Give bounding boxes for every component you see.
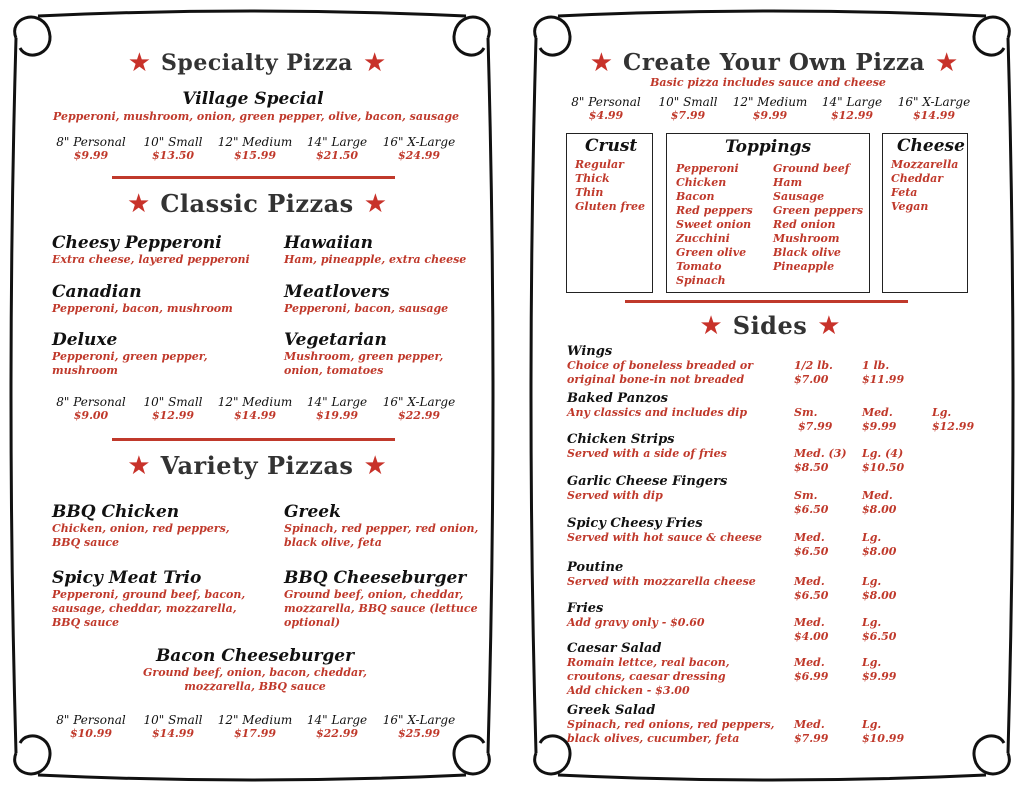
star-icon: ★ xyxy=(362,48,387,78)
price-label: Med. xyxy=(794,531,825,544)
toppings-box xyxy=(666,133,870,293)
price-label: 1 lb. xyxy=(862,359,890,372)
side-price-col xyxy=(794,575,828,603)
side-name: Caesar Salad xyxy=(567,641,662,656)
sides-title: Sides xyxy=(732,311,808,340)
side-item-greek-salad xyxy=(567,703,987,745)
size-label: 14" Large xyxy=(306,135,368,149)
item-name: Spicy Meat Trio xyxy=(52,568,202,588)
side-item-chicken-strips xyxy=(567,432,987,474)
side-price-col xyxy=(862,359,904,387)
toppings-col-2 xyxy=(773,162,869,274)
size-price: $9.99 xyxy=(73,149,109,162)
price-value: $8.00 xyxy=(862,589,897,602)
price-value: $6.50 xyxy=(794,589,829,602)
cheese-option: Cheddar xyxy=(891,172,944,185)
side-price-col xyxy=(862,406,896,434)
menu-item xyxy=(52,282,262,316)
price-label: Lg. (4) xyxy=(862,447,904,460)
menu-item xyxy=(140,646,370,694)
side-name: Wings xyxy=(567,344,613,359)
size-price: $9.99 xyxy=(752,109,788,122)
side-desc: Spinach, red onions, red peppers, black olives, cucumber, feta xyxy=(567,718,775,745)
size-price: $12.99 xyxy=(151,409,195,422)
item-desc: Ham, pineapple, extra cheese xyxy=(284,253,467,266)
topping-option: Green olive xyxy=(676,246,747,259)
price-value: $9.99 xyxy=(862,420,897,433)
size-label: 10" Small xyxy=(143,135,203,149)
side-item-fries xyxy=(567,601,987,643)
side-price-col xyxy=(794,616,828,644)
price-label: 1/2 lb. xyxy=(794,359,833,372)
item-name: Bacon Cheeseburger xyxy=(155,646,355,666)
price-value: $6.50 xyxy=(862,630,897,643)
side-name: Fries xyxy=(567,601,604,616)
size-label: 8" Personal xyxy=(56,395,126,409)
classic-title: Classic Pizzas xyxy=(160,189,354,218)
star-icon: ★ xyxy=(363,188,387,219)
topping-option: Bacon xyxy=(676,190,715,203)
classic-header xyxy=(112,189,402,218)
size-price: $15.99 xyxy=(233,149,277,162)
side-item-caesar-salad xyxy=(567,641,987,697)
item-desc: Extra cheese, layered pepperoni xyxy=(52,253,250,266)
crust-option: Thin xyxy=(575,186,604,199)
cheese-list xyxy=(883,156,967,214)
side-price-col xyxy=(794,406,832,434)
size-price: $14.99 xyxy=(912,109,956,122)
item-desc: Spinach, red pepper, red onion, black olive, feta xyxy=(284,522,479,549)
topping-option: Sausage xyxy=(773,190,825,203)
price-label: Sm. xyxy=(794,489,818,502)
size-price: $4.99 xyxy=(588,109,624,122)
size-price: $14.99 xyxy=(151,727,195,740)
side-name: Spicy Cheesy Fries xyxy=(567,516,703,531)
size-label: 10" Small xyxy=(143,713,203,727)
side-item-wings xyxy=(567,344,987,386)
side-item-spicy-cheesy-fries xyxy=(567,516,987,558)
price-value: $9.99 xyxy=(862,670,897,683)
star-icon: ★ xyxy=(589,47,614,78)
size-price: $9.00 xyxy=(73,409,109,422)
price-value: $6.99 xyxy=(794,670,829,683)
item-name: Meatlovers xyxy=(284,282,390,302)
price-label: Med. (3) xyxy=(794,447,847,460)
size-label: 12" Medium xyxy=(217,135,293,149)
size-label: 14" Large xyxy=(821,95,883,109)
star-icon: ★ xyxy=(934,47,959,78)
size-label: 12" Medium xyxy=(217,395,293,409)
menu-item xyxy=(284,233,484,267)
topping-option: Red peppers xyxy=(676,204,753,217)
specialty-size-table xyxy=(50,135,460,162)
toppings-col-1 xyxy=(676,162,772,288)
price-label: Sm. xyxy=(794,406,818,419)
topping-option: Green peppers xyxy=(773,204,864,217)
topping-option: Spinach xyxy=(676,274,726,287)
specialty-header xyxy=(112,50,402,76)
topping-option: Ground beef xyxy=(773,162,850,175)
item-name: Vegetarian xyxy=(284,330,387,350)
sides-header xyxy=(650,311,890,340)
side-desc-extra: Add chicken - $3.00 xyxy=(567,684,690,697)
side-price-col xyxy=(794,447,847,475)
side-desc xyxy=(567,656,737,698)
side-price-col xyxy=(862,489,896,517)
menu-item xyxy=(52,330,222,378)
item-name: Deluxe xyxy=(52,330,118,350)
side-desc-text: Romain lettce, real bacon, croutons, caesar dressing xyxy=(567,656,730,683)
side-price-col xyxy=(794,531,828,559)
price-label: Lg. xyxy=(862,575,882,588)
menu-item xyxy=(284,568,484,630)
variety-header xyxy=(112,451,402,480)
side-desc: Served with dip xyxy=(567,489,663,502)
side-price-col xyxy=(862,718,904,746)
specialty-title: Specialty Pizza xyxy=(161,50,353,76)
item-desc: Ground beef, onion, cheddar, mozzarella, BBQ sauce (lettuce optional) xyxy=(284,588,478,629)
side-price-col xyxy=(794,718,828,746)
size-price: $14.99 xyxy=(233,409,277,422)
side-desc: Any classics and includes dip xyxy=(567,406,748,419)
item-name: Greek xyxy=(284,502,341,522)
size-price: $7.99 xyxy=(670,109,706,122)
classic-size-table xyxy=(50,395,460,422)
side-price-col xyxy=(794,656,828,684)
size-price: $19.99 xyxy=(315,409,359,422)
size-price: $24.99 xyxy=(397,149,441,162)
item-name: BBQ Cheeseburger xyxy=(284,568,467,588)
side-name: Poutine xyxy=(567,560,624,575)
create-header xyxy=(580,49,968,76)
size-price: $21.50 xyxy=(315,149,359,162)
crust-option: Gluten free xyxy=(575,200,646,213)
item-desc: Pepperoni, ground beef, bacon, sausage, cheddar, mozzarella, BBQ sauce xyxy=(52,588,246,629)
item-desc: Chicken, onion, red peppers, BBQ sauce xyxy=(52,522,230,549)
village-special-name: Village Special xyxy=(182,89,324,109)
crust-box xyxy=(566,133,653,293)
topping-option: Chicken xyxy=(676,176,727,189)
cheese-option: Feta xyxy=(891,186,918,199)
size-label: 14" Large xyxy=(306,713,368,727)
price-value: $12.99 xyxy=(932,420,975,433)
size-price: $10.99 xyxy=(69,727,113,740)
topping-option: Tomato xyxy=(676,260,722,273)
side-desc: Served with mozzarella cheese xyxy=(567,575,756,588)
topping-option: Zucchini xyxy=(676,232,730,245)
menu-item xyxy=(284,282,484,316)
create-size-table xyxy=(565,95,975,122)
price-label: Med. xyxy=(862,406,893,419)
topping-option: Red onion xyxy=(773,218,836,231)
size-label: 14" Large xyxy=(306,395,368,409)
cheese-option: Mozzarella xyxy=(891,158,959,171)
side-price-col xyxy=(794,359,833,387)
price-value: $11.99 xyxy=(862,373,905,386)
menu-item xyxy=(284,330,454,378)
size-price: $25.99 xyxy=(397,727,441,740)
size-label: 8" Personal xyxy=(56,135,126,149)
side-item-poutine xyxy=(567,560,987,602)
crust-title: Crust xyxy=(585,136,638,156)
item-desc: Mushroom, green pepper, onion, tomatoes xyxy=(284,350,444,377)
price-value: $4.00 xyxy=(794,630,829,643)
size-price: $17.99 xyxy=(233,727,277,740)
size-label: 12" Medium xyxy=(217,713,293,727)
side-desc: Add gravy only - $0.60 xyxy=(567,616,705,629)
size-label: 16" X-Large xyxy=(897,95,971,109)
price-value: $10.50 xyxy=(862,461,905,474)
side-price-col xyxy=(862,575,896,603)
side-price-col xyxy=(862,656,896,684)
menu-item xyxy=(52,233,262,267)
side-price-col xyxy=(862,616,896,644)
topping-option: Sweet onion xyxy=(676,218,752,231)
side-price-col xyxy=(862,531,896,559)
item-name: BBQ Chicken xyxy=(52,502,180,522)
side-price-col xyxy=(932,406,974,434)
star-icon: ★ xyxy=(127,48,152,78)
size-label: 10" Small xyxy=(658,95,718,109)
side-name: Baked Panzos xyxy=(567,391,668,406)
star-icon: ★ xyxy=(817,310,841,341)
side-desc: Served with a side of fries xyxy=(567,447,727,460)
item-desc: Pepperoni, bacon, sausage xyxy=(284,302,449,315)
price-label: Med. xyxy=(794,656,825,669)
toppings-title: Toppings xyxy=(724,137,812,157)
topping-option: Mushroom xyxy=(773,232,840,245)
variety-title: Variety Pizzas xyxy=(160,451,354,480)
side-item-baked-panzos xyxy=(567,391,987,433)
size-price: $13.50 xyxy=(151,149,195,162)
star-icon: ★ xyxy=(127,450,151,481)
item-name: Hawaiian xyxy=(284,233,374,253)
price-value: $6.50 xyxy=(794,503,829,516)
size-label: 16" X-Large xyxy=(382,713,456,727)
menu-item xyxy=(52,568,257,630)
menu-item xyxy=(52,502,252,550)
divider xyxy=(625,300,908,303)
side-name: Chicken Strips xyxy=(567,432,675,447)
price-value: $8.00 xyxy=(862,545,897,558)
divider xyxy=(112,438,395,441)
price-label: Lg. xyxy=(862,531,882,544)
menu-item xyxy=(284,502,484,550)
size-label: 16" X-Large xyxy=(382,135,456,149)
price-label: Lg. xyxy=(862,656,882,669)
side-name: Garlic Cheese Fingers xyxy=(567,474,728,489)
side-name: Greek Salad xyxy=(567,703,656,718)
price-label: Med. xyxy=(794,616,825,629)
price-label: Med. xyxy=(794,575,825,588)
price-value: $7.99 xyxy=(798,420,833,433)
star-icon: ★ xyxy=(363,450,387,481)
price-label: Med. xyxy=(862,489,893,502)
topping-option: Pepperoni xyxy=(676,162,739,175)
item-desc: Pepperoni, green pepper, mushroom xyxy=(52,350,208,377)
size-price: $22.99 xyxy=(315,727,359,740)
size-label: 8" Personal xyxy=(56,713,126,727)
price-label: Lg. xyxy=(862,718,882,731)
price-label: Lg. xyxy=(862,616,882,629)
topping-option: Ham xyxy=(773,176,803,189)
create-subtitle: Basic pizza includes sauce and cheese xyxy=(650,76,886,89)
size-label: 10" Small xyxy=(143,395,203,409)
size-label: 16" X-Large xyxy=(382,395,456,409)
star-icon: ★ xyxy=(699,310,723,341)
village-special-desc: Pepperoni, mushroom, onion, green pepper, olive, bacon, sausage xyxy=(52,110,460,123)
price-label: Lg. xyxy=(932,406,952,419)
price-label: Med. xyxy=(794,718,825,731)
cheese-box xyxy=(882,133,968,293)
side-desc: Served with hot sauce & cheese xyxy=(567,531,762,544)
price-value: $10.99 xyxy=(862,732,905,745)
price-value: $6.50 xyxy=(794,545,829,558)
price-value: $7.00 xyxy=(794,373,829,386)
side-price-col xyxy=(794,489,828,517)
side-desc: Choice of boneless breaded or original bone-in not breaded xyxy=(567,359,754,386)
side-item-garlic-cheese-fingers xyxy=(567,474,987,516)
crust-option: Thick xyxy=(575,172,610,185)
variety-size-table xyxy=(50,713,460,740)
cheese-title: Cheese xyxy=(897,136,965,156)
price-value: $8.50 xyxy=(794,461,829,474)
divider xyxy=(112,176,395,179)
price-value: $7.99 xyxy=(794,732,829,745)
size-price: $22.99 xyxy=(397,409,441,422)
side-price-col xyxy=(862,447,904,475)
crust-list xyxy=(567,156,652,214)
star-icon: ★ xyxy=(127,188,151,219)
item-desc: Ground beef, onion, bacon, cheddar, mozzarella, BBQ sauce xyxy=(143,666,367,693)
price-value: $8.00 xyxy=(862,503,897,516)
item-name: Cheesy Pepperoni xyxy=(52,233,222,253)
size-label: 12" Medium xyxy=(732,95,808,109)
item-desc: Pepperoni, bacon, mushroom xyxy=(52,302,233,315)
size-label: 8" Personal xyxy=(571,95,641,109)
create-title: Create Your Own Pizza xyxy=(623,49,925,76)
item-name: Canadian xyxy=(52,282,142,302)
crust-option: Regular xyxy=(575,158,624,171)
topping-option: Black olive xyxy=(773,246,841,259)
size-price: $12.99 xyxy=(830,109,874,122)
topping-option: Pineapple xyxy=(773,260,835,273)
cheese-option: Vegan xyxy=(891,200,929,213)
